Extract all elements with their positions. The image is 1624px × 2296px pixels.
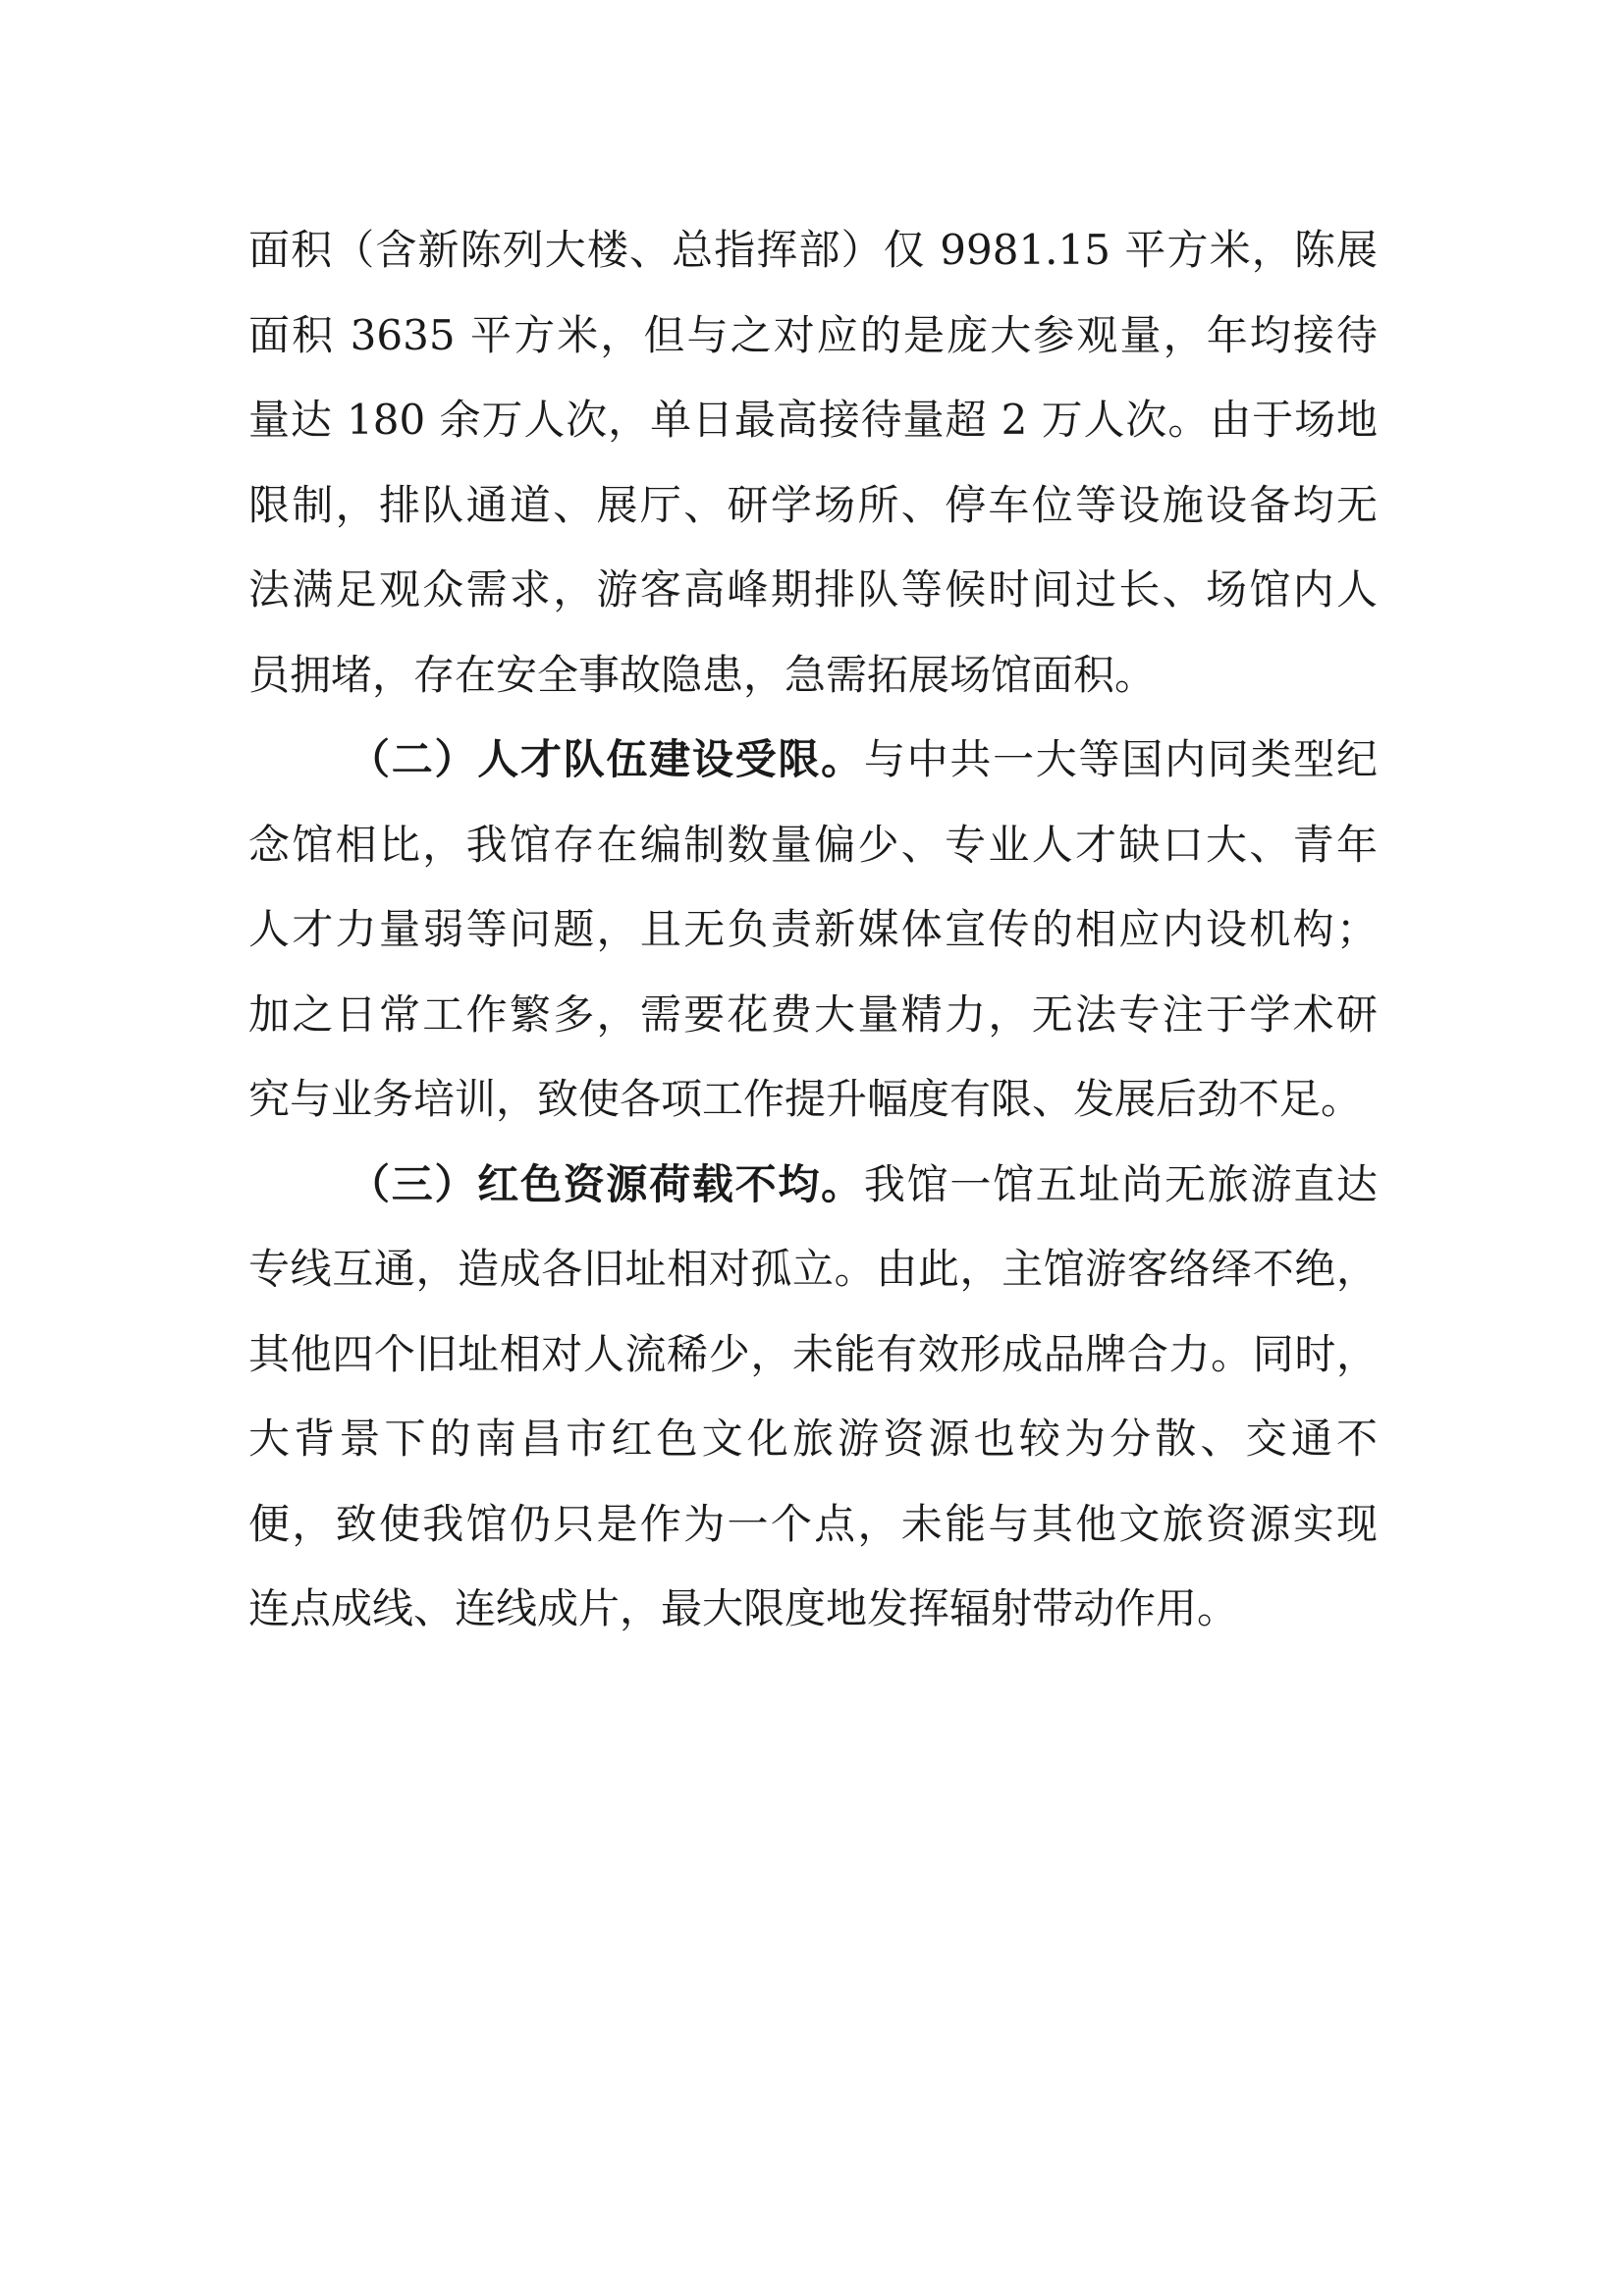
section-heading-resources: （三）红色资源荷载不均。 xyxy=(349,1159,864,1208)
text-run: 与中共一大等国内同类型纪 xyxy=(863,735,1378,783)
text-line: 限制，排队通道、展厅、研学场所、停车位等设施设备均无 xyxy=(248,480,1378,529)
text-line: 面积 3635 平方米，但与之对应的是庞大参观量，年均接待 xyxy=(248,310,1378,359)
text-line: 人才力量弱等问题，且无负责新媒体宣传的相应内设机构； xyxy=(248,905,1378,953)
text-line: 专线互通，造成各旧址相对孤立。由此，主馆游客络绎不绝， xyxy=(248,1245,1378,1293)
text-line: 连点成线、连线成片，最大限度地发挥辐射带动作用。 xyxy=(248,1584,1239,1632)
paragraph-first-line xyxy=(248,1143,1378,1228)
paragraph-facility-area xyxy=(248,208,1378,718)
text-line: 员拥堵，存在安全事故隐患，急需拓展场馆面积。 xyxy=(248,650,1157,699)
paragraph-first-line xyxy=(248,718,1378,803)
paragraph-red-resources xyxy=(248,1143,1378,1652)
text-line: 其他四个旧址相对人流稀少，未能有效形成品牌合力。同时， xyxy=(248,1329,1378,1378)
text-line: 念馆相比，我馆存在编制数量偏少、专业人才缺口大、青年 xyxy=(248,820,1378,869)
text-line: 大背景下的南昌市红色文化旅游资源也较为分散、交通不 xyxy=(248,1415,1378,1463)
text-line: 加之日常工作繁多，需要花费大量精力，无法专注于学术研 xyxy=(248,989,1378,1039)
text-line: 面积（含新陈列大楼、总指挥部）仅 9981.15 平方米，陈展 xyxy=(248,226,1378,274)
text-run: 我馆一馆五址尚无旅游直达 xyxy=(863,1159,1378,1208)
paragraph-talent-team xyxy=(248,718,1378,1143)
section-heading-talent: （二）人才队伍建设受限。 xyxy=(349,735,864,783)
text-line: 便，致使我馆仍只是作为一个点，未能与其他文旅资源实现 xyxy=(248,1499,1378,1548)
text-line: 究与业务培训，致使各项工作提升幅度有限、发展后劲不足。 xyxy=(248,1075,1363,1123)
text-line: 法满足观众需求，游客高峰期排队等候时间过长、场馆内人 xyxy=(248,565,1378,614)
text-line: 量达 180 余万人次，单日最高接待量超 2 万人次。由于场地 xyxy=(248,396,1378,444)
document-body xyxy=(248,208,1378,1652)
